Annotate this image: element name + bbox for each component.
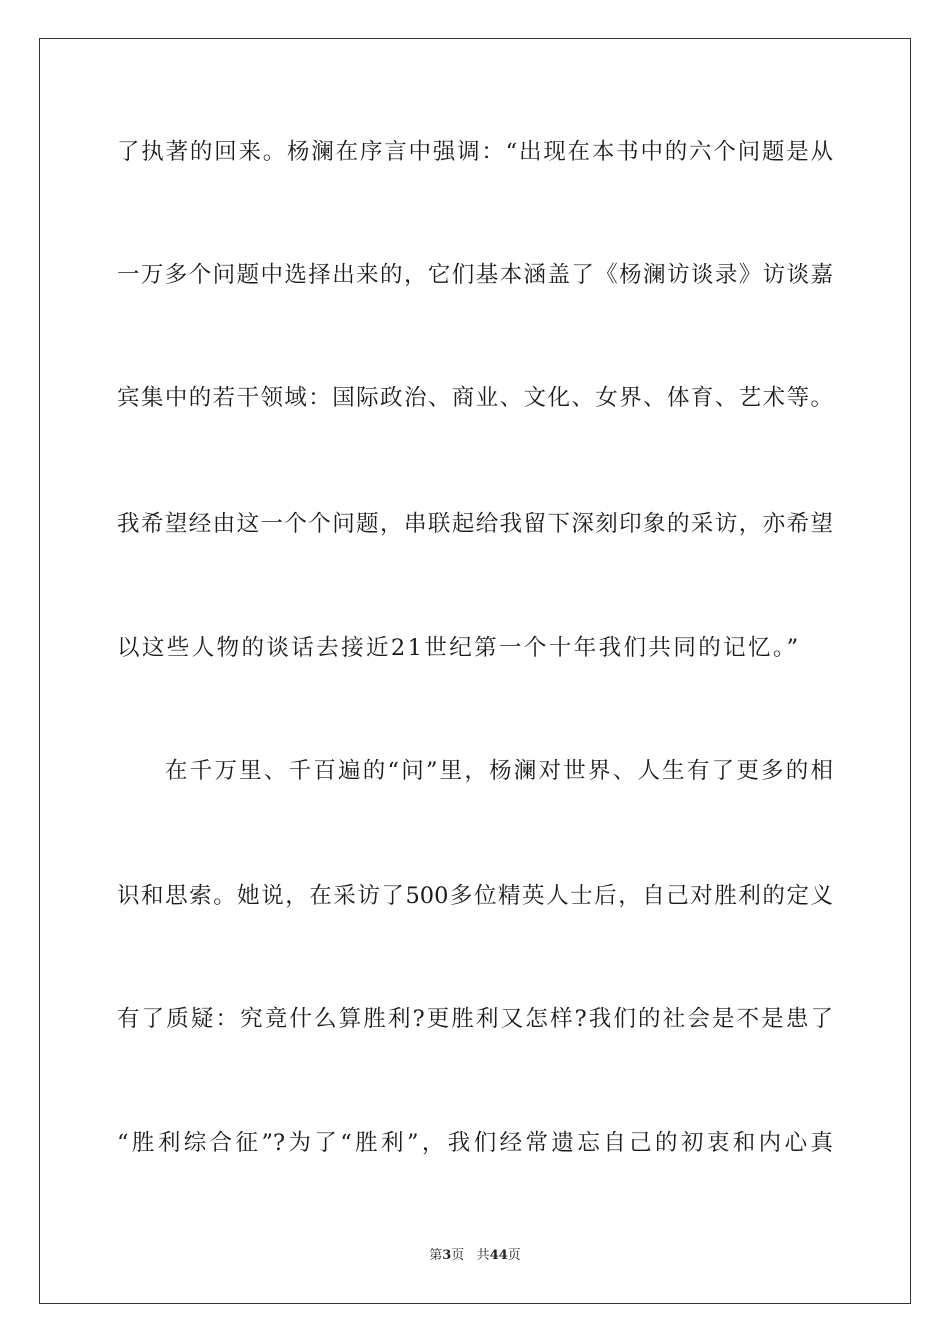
text-line-9: “胜利综合征”?为了“胜利”，我们经常遗忘自己的初衷和内心真 [117,1130,833,1156]
footer-total-prefix: 共 [476,1248,490,1263]
footer-page-number: 3 [442,1248,452,1263]
text-line-6: 在千万里、千百遍的“问”里，杨澜对世界、人生有了更多的相 [165,758,833,784]
page-border [39,38,911,1304]
text-line-4: 我希望经由这一个个问题，串联起给我留下深刻印象的采访，亦希望 [117,511,833,537]
text-line-2: 一万多个问题中选择出来的，它们基本涵盖了《杨澜访谈录》访谈嘉 [117,262,833,288]
text-line-5: 以这些人物的谈话去接近21世纪第一个十年我们共同的记忆。” [117,635,801,661]
page-footer [0,1248,950,1264]
footer-page-suffix: 页 [451,1248,465,1263]
footer-total-suffix: 页 [507,1248,521,1263]
text-line-7: 识和思索。她说，在采访了500多位精英人士后，自己对胜利的定义 [117,883,833,909]
footer-total-pages: 44 [489,1248,508,1263]
text-line-1: 了执著的回来。杨澜在序言中强调：“出现在本书中的六个问题是从 [117,139,833,165]
text-line-3: 宾集中的若干领域：国际政治、商业、文化、女界、体育、艺术等。 [117,385,833,411]
footer-page-prefix: 第 [429,1248,443,1263]
text-line-8: 有了质疑：究竟什么算胜利?更胜利又怎样?我们的社会是不是患了 [117,1006,833,1032]
